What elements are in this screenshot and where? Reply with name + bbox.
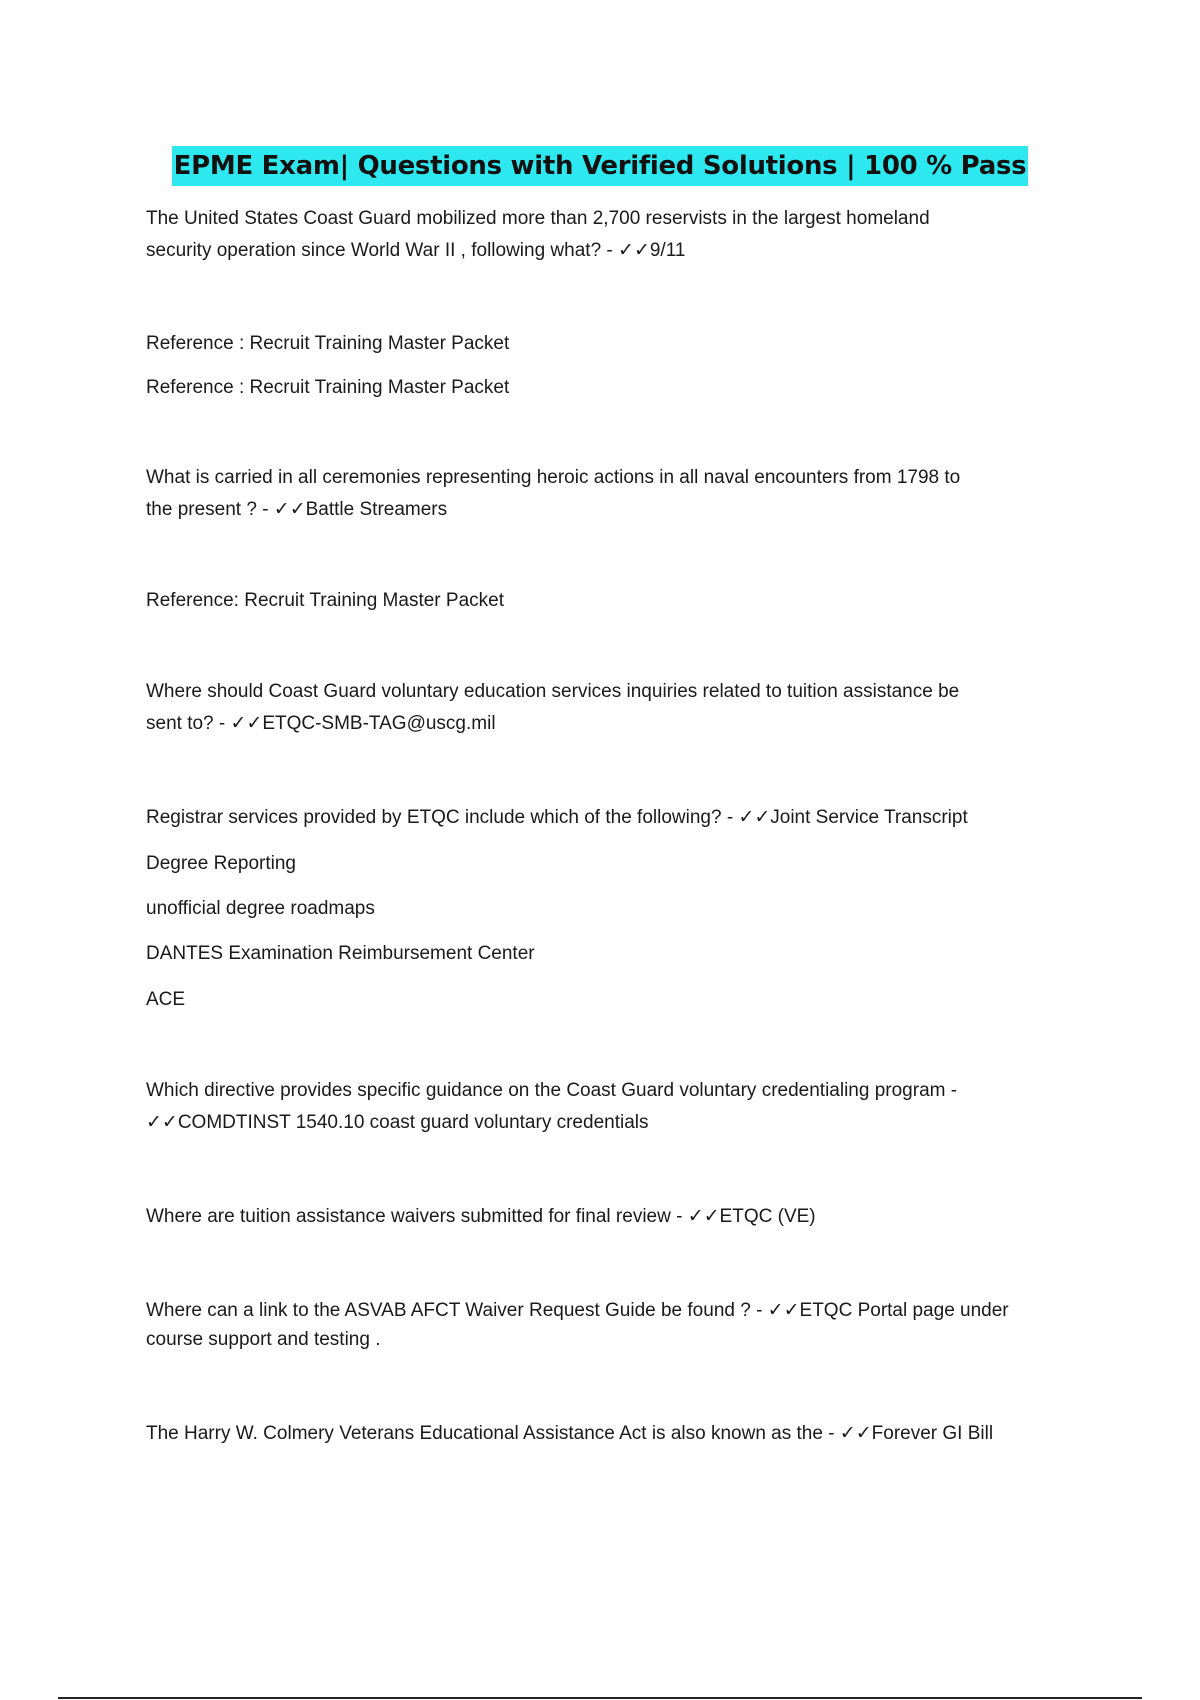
- question-line: Registrar services provided by ETQC include which of the following? - ✓✓Joint Service Transcript: [146, 807, 968, 828]
- question-line: ✓✓COMDTINST 1540.10 coast guard voluntary credentials: [146, 1112, 649, 1133]
- question-line: What is carried in all ceremonies representing heroic actions in all naval encounters from 1798 to: [146, 467, 961, 488]
- question-line: Where are tuition assistance waivers submitted for final review - ✓✓ETQC (VE): [146, 1206, 816, 1227]
- question-line: the present ? - ✓✓Battle Streamers: [146, 499, 448, 520]
- answer-line: ACE: [146, 989, 186, 1010]
- reference-line: Reference : Recruit Training Master Packet: [146, 333, 510, 354]
- question-line: course support and testing .: [146, 1329, 381, 1350]
- question-line: The Harry W. Colmery Veterans Educational Assistance Act is also known as the - ✓✓Forever GI Bill: [146, 1423, 994, 1444]
- question-line: Where should Coast Guard voluntary education services inquiries related to tuition assistance be: [146, 681, 960, 702]
- answer-line: unofficial degree roadmaps: [146, 898, 375, 919]
- question-line: sent to? - ✓✓ETQC-SMB-TAG@uscg.mil: [146, 713, 496, 734]
- answer-line: Degree Reporting: [146, 853, 296, 874]
- question-line: security operation since World War II , following what? - ✓✓9/11: [146, 240, 686, 261]
- document-title: EPME Exam| Questions with Verified Solutions | 100 % Pass: [172, 146, 1029, 186]
- question-line: The United States Coast Guard mobilized more than 2,700 reservists in the largest homeland: [146, 208, 930, 229]
- question-line: Which directive provides specific guidance on the Coast Guard voluntary credentialing program -: [146, 1080, 958, 1101]
- answer-line: DANTES Examination Reimbursement Center: [146, 943, 535, 964]
- footer-divider: [58, 1697, 1142, 1699]
- reference-line: Reference: Recruit Training Master Packet: [146, 590, 504, 611]
- reference-line: Reference : Recruit Training Master Packet: [146, 377, 510, 398]
- question-line: Where can a link to the ASVAB AFCT Waiver Request Guide be found ? - ✓✓ETQC Portal page under: [146, 1300, 1009, 1321]
- title-container: [0, 146, 1200, 186]
